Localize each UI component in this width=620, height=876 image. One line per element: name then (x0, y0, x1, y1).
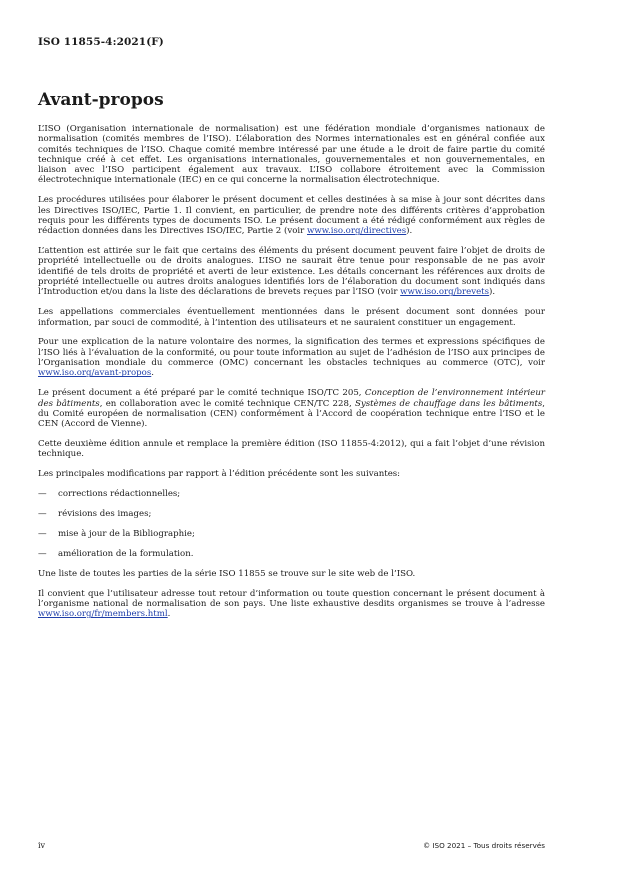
section-heading: Avant-propos (38, 90, 164, 110)
list-item: — amélioration de la formulation. (38, 548, 194, 559)
paragraph-iso-intro: L’ISO (Organisation internationale de normalisation) est une fédération mondiale d’organismes nationaux de normalisation (comités membres de l’ISO). L’élaboration des Normes internationales est en général confiée aux comités techniques de l’ISO. Chaque comité membre intéressé par une étude a le droit de faire partie du comité technique créé à cet effet. Les organisations internationales, gouvernementales et non gouvernementales, en liaison avec l’ISO participent également aux travaux. L’ISO collabore étroitement avec la Commission électrotechnique internationale (IEC) en ce qui concerne la normalisation électrotechnique. (38, 124, 545, 186)
page-number: iv (38, 841, 46, 850)
paragraph-procedures: Les procédures utilisées pour élaborer le présent document et celles destinées à sa mise à jour sont décrites dans les Directives ISO/IEC, Partie 1. Il convient, en particulier, de prendre note des différents critères d’approbation requis pour les différents types de documents ISO. Le présent document a été rédigé conformément aux règles de rédaction données dans les Directives ISO/IEC, Partie 2 (voir www.iso.org/directives). (38, 195, 545, 237)
foreword-body (38, 124, 545, 629)
paragraph-changes-intro: Les principales modifications par rapport à l’édition précédente sont les suivantes: (38, 469, 401, 480)
document-reference: ISO 11855-4:2021(F) (38, 36, 164, 48)
foreword-link[interactable]: www.iso.org/avant-propos (38, 368, 152, 379)
list-item: — corrections rédactionnelles; (38, 489, 181, 500)
directives-link[interactable]: www.iso.org/directives (306, 226, 407, 237)
dash-marker: — (38, 489, 47, 500)
dash-marker: — (38, 528, 47, 539)
committee-title-tc205: Conception de l’environnement intérieur des bâtiments (38, 388, 545, 409)
list-item: — mise à jour de la Bibliographie; (38, 528, 195, 539)
paragraph-committee: Le présent document a été préparé par le comité technique ISO/TC 205, Conception de l’environnement intérieur des bâtiments, en collaboration avec le comité technique CEN/TC 228, Systèmes de chauffage dans les bâtiments, du Comité européen de normalisation (CEN) conformément à l’Accord de coopération technique entre l’ISO et le CEN (Accord de Vienne). (38, 388, 545, 430)
paragraph-edition: Cette deuxième édition annule et remplace la première édition (ISO 11855-4:2012), qui a fait l’objet d’une révision technique. (38, 438, 545, 460)
list-item: — révisions des images; (38, 508, 152, 519)
dash-marker: — (38, 548, 47, 559)
dash-marker: — (38, 508, 47, 519)
members-link[interactable]: www.iso.org/fr/members.html (38, 609, 168, 620)
paragraph-patents: L’attention est attirée sur le fait que certains des éléments du présent document peuvent faire l’objet de droits de propriété intellectuelle ou de droits analogues. L’ISO ne saurait être tenue pour responsable de ne pas avoir identifié de tels droits de propriété et averti de leur existence. Les détails concernant les références aux droits de propriété intellectuelle ou autres droits analogues identifiés lors de l’élaboration du document sont indiqués dans l’Introduction et/ou dans la liste des déclarations de brevets reçues par l’ISO (voir www.iso.org/brevets). (38, 246, 545, 298)
paragraph-series: Une liste de toutes les parties de la série ISO 11855 se trouve sur le site web de l’ISO. (38, 568, 416, 579)
copyright-notice: © ISO 2021 – Tous droits réservés (422, 841, 545, 850)
paragraph-trade-names: Les appellations commerciales éventuellement mentionnées dans le présent document sont données pour information, par souci de commodité, à l’intention des utilisateurs et ne sauraient constituer un engagement. (38, 307, 545, 328)
paragraph-voluntary-nature: Pour une explication de la nature volontaire des normes, la signification des termes et expressions spécifiques de l’ISO liés à l’évaluation de la conformité, ou pour toute information au sujet de l’adhésion de l’ISO aux principes de l’Organisation mondiale du commerce (OMC) concernant les obstacles techniques au commerce (OTC), voir www.iso.org/avant-propos. (38, 337, 545, 379)
patents-link[interactable]: www.iso.org/brevets (400, 287, 490, 298)
paragraph-feedback: Il convient que l’utilisateur adresse tout retour d’information ou toute question concernant le présent document à l’organisme national de normalisation de son pays. Une liste exhaustive desdits organismes se trouve à l’adresse www.iso.org/fr/members.html. (38, 588, 545, 620)
committee-title-tc228: Systèmes de chauffage dans les bâtiments (354, 398, 543, 409)
